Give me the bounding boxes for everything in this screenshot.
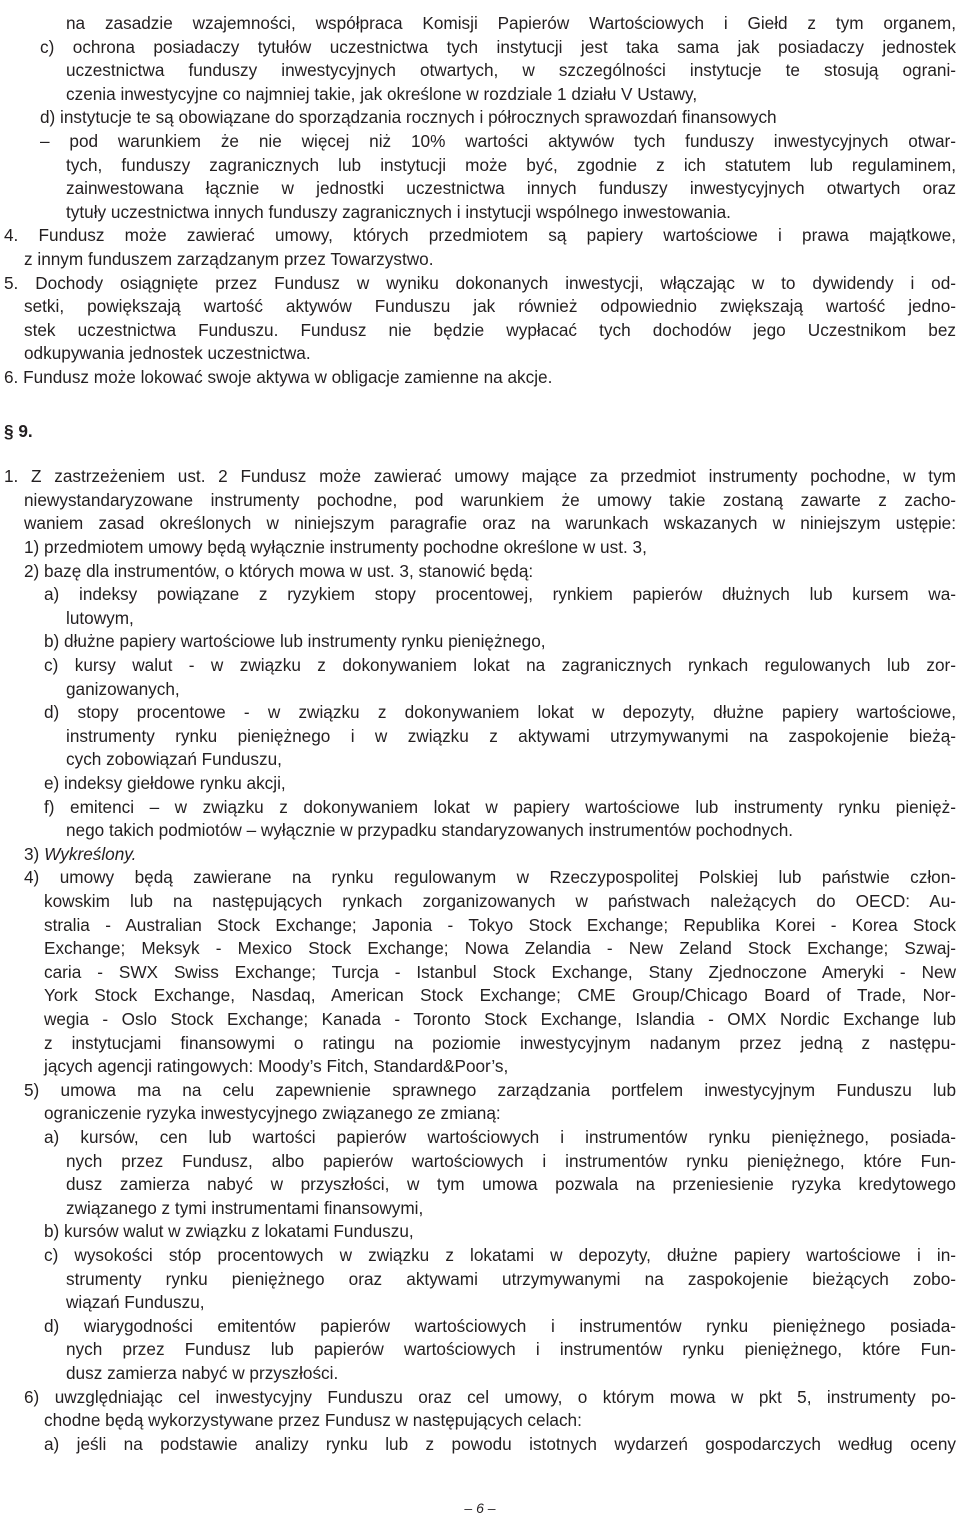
text-line: waniem zasad określonych w niniejszym paragrafie oraz na warunkach wskazanych w niniejszym ustępie: (24, 513, 956, 534)
text-line: 1) przedmiotem umowy będą wyłącznie instrumenty pochodne określone w ust. 3, (24, 537, 647, 557)
text-line: caria - SWX Swiss Exchange; Turcja - Istanbul Stock Exchange, Stany Zjednoczone Ameryki - New (44, 961, 956, 982)
text-line: a) jeśli na podstawie analizy rynku lub z powodu istotnych wydarzeń gospodarczych według oceny (44, 1433, 956, 1454)
text-line: c) wysokości stóp procentowych w związku z lokatami w depozyty, dłużne papiery wartościowe i in- (44, 1245, 956, 1265)
text-line: niewystandaryzowane instrumenty pochodne, pod warunkiem że umowy takie zostaną zawarte z zacho- (24, 489, 956, 510)
text-line: jących agencji ratingowych: Moody’s Fitch, Standard&Poor’s, (44, 1056, 509, 1077)
text-line: d) stopy procentowe - w związku z dokonywaniem lokat w depozyty, dłużne papiery wartościowe, (44, 702, 956, 723)
text-line: 3) Wykreślony. (24, 843, 137, 864)
text-line: Exchange; Meksyk - Mexico Stock Exchange; Nowa Zelandia - New Zeland Stock Exchange; Szwaj- (44, 938, 956, 959)
text-line: zainwestowana łącznie w jednostki uczestnictwa innych funduszy inwestycyjnych otwartych oraz (66, 178, 956, 199)
text-line: kowskim lub na następujących rynkach zorganizowanych w państwach należących do OECD: Au- (44, 891, 956, 911)
text-line: dusz zamierza nabyć w przyszłości, w tym umowa pozwala na przeniesienie ryzyka kredytowego (66, 1174, 956, 1195)
text-line: 4. Fundusz może zawierać umowy, których przedmiotem są papiery wartościowe i prawa majątkowe, (4, 225, 956, 246)
text-line: instrumenty rynku pieniężnego i w związku z aktywami utrzymywanymi na zaspokojenie bieżą- (66, 725, 956, 746)
text-line: e) indeksy giełdowe rynku akcji, (44, 773, 286, 793)
text-line: stralia - Australian Stock Exchange; Japonia - Tokyo Stock Exchange; Republika Korei - Korea Stock (44, 914, 956, 935)
text-line: d) instytucje te są obowiązane do sporządzania rocznych i półrocznych sprawozdań finansowych (40, 107, 777, 128)
text-line: nych przez Fundusz, albo papierów wartościowych i instrumentów rynku pieniężnego, które Fun- (66, 1150, 956, 1171)
text-line: setki, powiększają wartość aktywów Funduszu jak również odpowiednio zwiększają wartość jedno- (24, 296, 956, 317)
text-line: czenia inwestycyjne co najmniej takie, jak określone w rozdziale 1 działu V Ustawy, (66, 83, 698, 104)
text-line: a) kursów, cen lub wartości papierów wartościowych i instrumentów rynku pieniężnego, posiada- (44, 1127, 956, 1147)
text-line: wegia - Oslo Stock Exchange; Kanada - Toronto Stock Exchange, Islandia - OMX Nordic Exchange lub (44, 1009, 956, 1029)
text-line: lutowym, (66, 607, 134, 628)
section-heading: § 9. (4, 420, 33, 441)
text-line: c) kursy walut - w związku z dokonywaniem lokat na zagranicznych rynkach regulowanych lub zor- (44, 655, 956, 675)
text-line: z instytucjami finansowymi o ratingu na poziomie inwestycyjnym nadanym przez jedną z następu- (44, 1032, 956, 1053)
text-line: 4) umowy będą zawierane na rynku regulowanym w Rzeczypospolitej Polskiej lub państwie człon- (24, 867, 956, 888)
text-line: wiązań Funduszu, (66, 1292, 205, 1313)
text-line: b) dłużne papiery wartościowe lub instrumenty rynku pieniężnego, (44, 631, 546, 652)
text-line: chodne będą wykorzystywane przez Fundusz w następujących celach: (44, 1410, 582, 1431)
text-line: 2) bazę dla instrumentów, o których mowa w ust. 3, stanowić będą: (24, 560, 534, 581)
text-line: York Stock Exchange, Nasdaq, American Stock Exchange; CME Group/Chicago Board of Trade, Nor- (44, 985, 956, 1006)
text-line: a) indeksy powiązane z ryzykiem stopy procentowej, rynkiem papierów dłużnych lub kursem wa- (44, 584, 956, 605)
text-line: 1. Z zastrzeżeniem ust. 2 Fundusz może zawierać umowy mające za przedmiot instrumenty pochodne, w tym (4, 466, 956, 487)
text-line: ganizowanych, (66, 678, 180, 699)
text-line: nych przez Fundusz lub papierów wartościowych i instrumentów rynku pieniężnego, które Fun- (66, 1339, 956, 1360)
text-line: 6) uwzględniając cel inwestycyjny Funduszu oraz cel umowy, o którym mowa w pkt 5, instrumenty po- (24, 1386, 956, 1407)
text-line: 6. Fundusz może lokować swoje aktywa w obligacje zamienne na akcje. (4, 367, 553, 387)
text-line: nego takich podmiotów – wyłącznie w przypadku standaryzowanych instrumentów pochodnych. (66, 820, 794, 841)
text-line: d) wiarygodności emitentów papierów wartościowych i instrumentów rynku pieniężnego posiada- (44, 1315, 956, 1336)
text-line: z innym funduszem zarządzanym przez Towarzystwo. (24, 249, 434, 269)
text-line: f) emitenci – w związku z dokonywaniem lokat w papiery wartościowe lub instrumenty rynku pienięż- (44, 796, 956, 817)
text-line: dusz zamierza nabyć w przyszłości. (66, 1363, 339, 1383)
text-line: tytuły uczestnictwa innych funduszy zagranicznych i instytucji wspólnego inwestowania. (66, 201, 731, 222)
page-number: – 6 – (464, 1500, 496, 1516)
text-line: odkupywania jednostek uczestnictwa. (24, 343, 311, 364)
text-line: uczestnictwa funduszy inwestycyjnych otwartych, w szczególności instytucje te stosują ograni- (66, 60, 956, 81)
text-line: – pod warunkiem że nie więcej niż 10% wartości aktywów tych funduszy inwestycyjnych otwar- (40, 131, 956, 151)
text-line: 5. Dochody osiągnięte przez Fundusz w wyniku dokonanych inwestycji, włączając w to dywidendy i od- (4, 272, 956, 293)
text-line: 5) umowa ma na celu zapewnienie sprawnego zarządzania portfelem inwestycyjnym Funduszu lub (24, 1079, 956, 1100)
text-line: tych, funduszy zagranicznych lub instytucji może być, zgodnie z ich statutem lub regulaminem, (66, 154, 956, 175)
text-line: strumenty rynku pieniężnego oraz aktywami utrzymywanymi na zaspokojenie bieżących zobo- (66, 1268, 956, 1289)
text-line: c) ochrona posiadaczy tytułów uczestnictwa tych instytucji jest taka sama jak posiadaczy jednostek (40, 36, 956, 57)
text-line: związanego z tymi instrumentami finansowymi, (66, 1197, 424, 1218)
text-line: na zasadzie wzajemności, współpraca Komisji Papierów Wartościowych i Giełd z tym organem, (66, 13, 956, 33)
text-line: cych zobowiązań Funduszu, (66, 749, 282, 770)
text-line: ograniczenie ryzyka inwestycyjnego związanego ze zmianą: (44, 1103, 501, 1124)
text-line: stek uczestnictwa Funduszu. Fundusz nie będzie wypłacać tych dochodów jego Uczestnikom bez (24, 319, 956, 340)
text-line: b) kursów walut w związku z lokatami Funduszu, (44, 1221, 414, 1242)
